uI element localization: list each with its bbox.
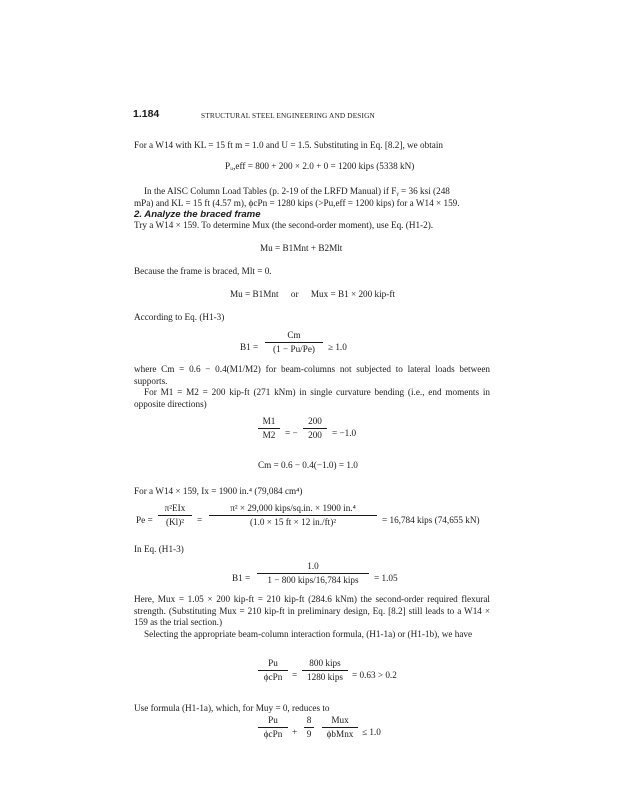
equation-b1-rhs: ≥ 1.0 — [328, 342, 347, 352]
fraction-bar — [304, 727, 314, 728]
equation-b1b-lhs: B1 = — [232, 573, 251, 583]
equation-pu-ratio-value-fraction — [302, 658, 348, 683]
equation-pu-ratio-fraction — [258, 658, 288, 683]
equation-ratio-m2: M2 — [262, 430, 276, 440]
fraction-bar — [265, 342, 323, 343]
equation-ratio-rhs: = −1.0 — [332, 428, 357, 438]
fraction-bar — [303, 428, 327, 429]
equation-ratio-200-num: 200 — [308, 416, 322, 426]
equation-final-fraction-3 — [322, 715, 358, 740]
paragraph-5: According to Eq. (H1-3) — [134, 312, 225, 322]
equation-b1b-rhs: = 1.05 — [374, 573, 398, 583]
running-title: STRUCTURAL STEEL ENGINEERING AND DESIGN — [201, 111, 375, 120]
paragraph-8: For a W14 × 159, Ix = 1900 in.⁴ (79,084 cm⁴) — [134, 486, 303, 496]
paragraph-7: For M1 = M2 = 200 kip-ft (271 kNm) in single curvature bending (i.e., end moments in opposite directions) — [134, 387, 490, 409]
equation-mu-braced-right: Mux = B1 × 200 kip-ft — [310, 289, 395, 299]
paragraph-3: Try a W14 × 159. To determine Mux (the second-order moment), use Eq. (H1-2). — [134, 220, 434, 230]
equation-final-den-3: ϕbMnx — [326, 729, 354, 739]
equation-b1-denominator: (1 − Pu/Pe) — [273, 344, 315, 354]
equation-b1b-denominator: 1 − 800 kips/16,784 kips — [267, 575, 359, 585]
fraction-bar — [257, 573, 369, 574]
equation-final-den-2: 9 — [306, 729, 312, 739]
equation-p-eff: Pᵤ,eff = 800 + 200 × 2.0 + 0 = 1200 kips (5338 kN) — [225, 161, 415, 171]
fraction-bar — [302, 670, 348, 671]
fraction-bar — [322, 727, 358, 728]
equation-b1b-fraction — [257, 561, 369, 586]
paragraph-1: For a W14 with KL = 15 ft m = 1.0 and U = 1.5. Substituting in Eq. [8.2], we obtain — [134, 140, 444, 150]
equation-ratio-value-fraction — [303, 416, 327, 441]
equation-ratio-m-fraction — [258, 416, 280, 441]
equation-b1-fraction — [265, 330, 323, 355]
equation-mu: Mu = B1Mnt + B2Mlt — [260, 243, 343, 253]
equation-cm: Cm = 0.6 − 0.4(−1.0) = 1.0 — [258, 460, 358, 470]
paragraph-2-line-2: mPa) and KL = 15 ft (4.57 m), ϕcPn = 1280 kips (>Pu,eff = 1200 kips) for a W14 × 159. — [134, 198, 460, 208]
equation-ratio-mid: = − — [285, 428, 298, 438]
equation-pu-ratio-800: 800 kips — [309, 658, 341, 668]
equation-final-plus: + — [292, 727, 298, 737]
equation-pu-ratio-rhs: = 0.63 > 0.2 — [352, 670, 397, 680]
paragraph-6: where Cm = 0.6 − 0.4(M1/M2) for beam-columns not subjected to lateral loads between supports. — [134, 364, 490, 386]
equation-final-num-3: Mux — [331, 715, 349, 725]
equation-b1-numerator: Cm — [287, 330, 301, 340]
equation-final-den-1: ϕcPn — [263, 729, 283, 739]
equation-pu-ratio-den: ϕcPn — [263, 672, 283, 682]
equation-final-fraction-1 — [258, 715, 288, 740]
section-heading: 2. Analyze the braced frame — [134, 209, 261, 220]
equation-b1-lhs: B1 = — [240, 342, 259, 352]
equation-pe-den-1: (Kl)² — [165, 517, 185, 527]
equation-pu-ratio-num: Pu — [268, 658, 278, 668]
fraction-bar — [258, 670, 288, 671]
fraction-bar — [258, 428, 280, 429]
equation-pe-lhs: Pe = — [136, 515, 153, 525]
paragraph-10: Here, Mux = 1.05 × 200 kip-ft = 210 kip-ft (284.6 kNm) the second-order required flexural strength. (Substituting Mux = 210 kip-ft in preliminary design, Eq. [8.2] still leads to a W14 × 159 as the trial section.) — [134, 594, 490, 628]
equation-final-rhs: ≤ 1.0 — [362, 727, 381, 737]
equation-pe-fraction-2 — [209, 503, 377, 528]
paragraph-11: Selecting the appropriate beam-column interaction formula, (H1-1a) or (H1-1b), we have — [144, 629, 473, 639]
equation-pu-ratio-1280: 1280 kips — [307, 672, 343, 682]
fraction-bar — [209, 515, 377, 516]
equation-pe-den-2: (1.0 × 15 ft × 12 in./ft)² — [249, 517, 337, 527]
equation-final-num-2: 8 — [306, 715, 312, 725]
equation-pe-num-1: π²EIx — [164, 503, 186, 513]
fraction-bar — [158, 515, 192, 516]
paragraph-9: In Eq. (H1-3) — [134, 544, 184, 554]
equation-mu-braced-left: Mu = B1Mnt — [230, 289, 279, 299]
fraction-bar — [258, 727, 288, 728]
equation-pe-num-2: π² × 29,000 kips/sq.in. × 1900 in.⁴ — [230, 503, 356, 513]
equation-final-fraction-2 — [304, 715, 314, 740]
page-number: 1.184 — [133, 108, 160, 120]
equation-pe-equals: = — [197, 515, 203, 525]
equation-pu-ratio-mid: = — [292, 670, 298, 680]
equation-ratio-m1: M1 — [262, 416, 276, 426]
paragraph-2-line-1: In the AISC Column Load Tables (p. 2-19 of the LRFD Manual) if Fᵧ = 36 ksi (248 — [144, 186, 450, 196]
equation-final-num-1: Pu — [268, 715, 278, 725]
equation-mu-braced-or: or — [290, 289, 299, 299]
equation-pe-fraction-1 — [158, 503, 192, 528]
equation-b1b-numerator: 1.0 — [307, 561, 319, 571]
equation-pe-rhs: = 16,784 kips (74,655 kN) — [382, 515, 480, 525]
equation-mu-braced — [230, 289, 395, 299]
paragraph-12: Use formula (H1-1a), which, for Muy = 0, reduces to — [134, 703, 330, 713]
paragraph-4: Because the frame is braced, Mlt = 0. — [134, 266, 272, 276]
equation-ratio-200-den: 200 — [308, 430, 322, 440]
